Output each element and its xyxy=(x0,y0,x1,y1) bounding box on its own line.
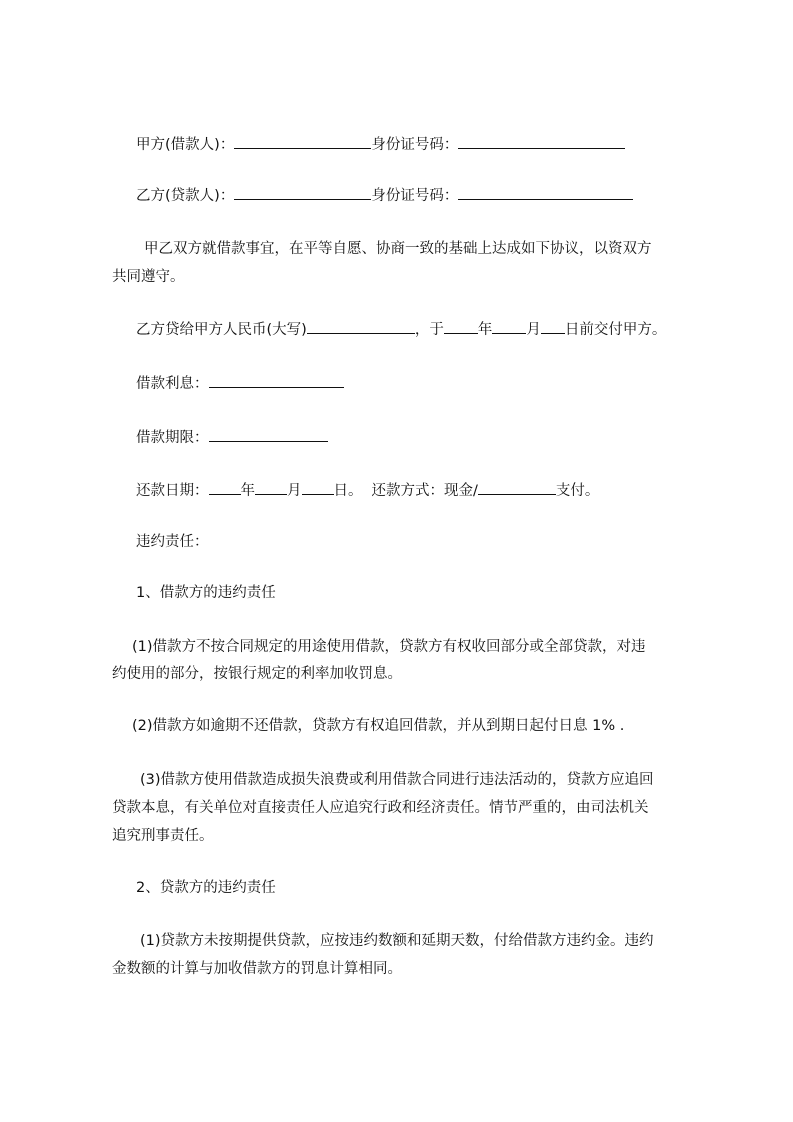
term-blank[interactable] xyxy=(209,426,328,442)
loan-year-label: 年 xyxy=(477,322,493,338)
borrower-clause-3-line-1: (3)借款方使用借款造成损失浪费或利用借款合同进行违法活动的，贷款方应追回 xyxy=(140,772,654,788)
interest-label: 借款利息： xyxy=(136,376,209,392)
intro-line-2: 共同遵守。 xyxy=(112,269,185,285)
loan-month-label: 月 xyxy=(526,322,541,338)
lender-section-title: 2、贷款方的违约责任 xyxy=(136,880,276,896)
loan-on-label: ，于 xyxy=(414,322,444,338)
party-a-id-blank[interactable] xyxy=(458,133,625,149)
intro-line-1: 甲乙双方就借款事宜，在平等自愿、协商一致的基础上达成如下协议，以资双方 xyxy=(144,241,652,257)
loan-day-label: 日前交付甲方。 xyxy=(564,322,667,338)
party-a-line xyxy=(136,133,625,155)
borrower-section-title: 1、借款方的违约责任 xyxy=(136,585,276,601)
party-b-label: 乙方(贷款人)： xyxy=(136,188,235,204)
party-b-name-blank[interactable] xyxy=(234,184,371,200)
party-a-id-label: 身份证号码： xyxy=(371,137,459,153)
lender-clause-1-line-2: 金数额的计算与加收借款方的罚息计算相同。 xyxy=(112,961,402,977)
repay-year-blank[interactable] xyxy=(209,479,241,495)
party-a-name-blank[interactable] xyxy=(234,133,371,149)
borrower-clause-3-line-2: 贷款本息，有关单位对直接责任人应追究行政和经济责任。情节严重的，由司法机关 xyxy=(112,800,649,816)
loan-amount-label: 乙方贷给甲方人民币(大写) xyxy=(136,322,307,338)
borrower-clause-1-line-1: (1)借款方不按合同规定的用途使用借款，贷款方有权收回部分或全部贷款，对违 xyxy=(132,639,646,655)
repay-month-label: 月 xyxy=(287,483,302,499)
party-b-id-label: 身份证号码： xyxy=(371,188,459,204)
lender-clause-1-line-1: (1)贷款方未按期提供贷款，应按违约数额和延期天数，付给借款方违约金。违约 xyxy=(140,933,654,949)
repay-day-label: 日。 xyxy=(333,483,363,499)
loan-month-blank[interactable] xyxy=(492,318,526,334)
breach-title: 违约责任： xyxy=(136,534,209,550)
interest-line xyxy=(136,372,344,394)
loan-amount-blank[interactable] xyxy=(307,318,415,334)
repay-method-label: 还款方式：现金/ xyxy=(371,483,478,499)
repay-year-label: 年 xyxy=(240,483,255,499)
term-label: 借款期限： xyxy=(136,430,209,446)
loan-day-blank[interactable] xyxy=(541,318,565,334)
borrower-clause-1-line-2: 约使用的部分，按银行规定的利率加收罚息。 xyxy=(112,666,402,682)
repay-date-label: 还款日期： xyxy=(136,483,209,499)
repay-day-blank[interactable] xyxy=(302,479,334,495)
repay-pay-label: 支付。 xyxy=(555,483,600,499)
borrower-clause-2: (2)借款方如逾期不还借款，贷款方有权追回借款，并从到期日起付日息 1% . xyxy=(132,718,625,734)
party-b-id-blank[interactable] xyxy=(458,184,633,200)
repay-method-blank[interactable] xyxy=(478,479,556,495)
party-b-line xyxy=(136,184,633,206)
loan-line xyxy=(136,318,666,340)
borrower-clause-3-line-3: 追究刑事责任。 xyxy=(112,828,214,844)
repay-line xyxy=(136,479,599,501)
term-line xyxy=(136,426,328,448)
loan-year-blank[interactable] xyxy=(444,318,478,334)
interest-blank[interactable] xyxy=(209,372,344,388)
repay-month-blank[interactable] xyxy=(255,479,287,495)
party-a-label: 甲方(借款人)： xyxy=(136,137,235,153)
